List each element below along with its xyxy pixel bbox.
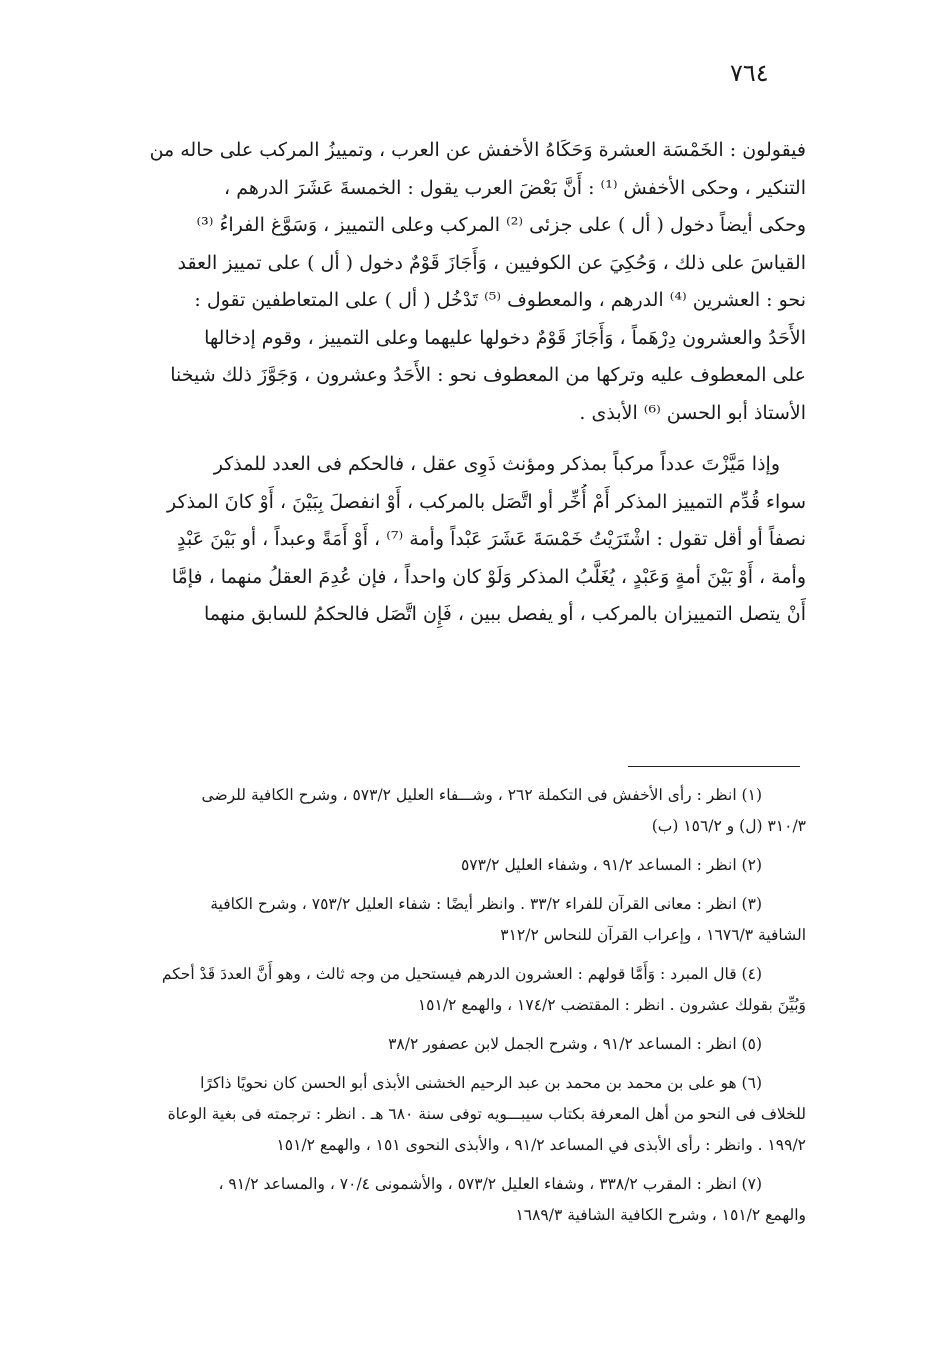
footnote-line: ١٩٩/٢ . وانظر : رأى الأبذى في المساعد ٩١/٢ ، والأبذى النحوى ١٥١ ، والهمع ١٥١/٢ bbox=[276, 1136, 806, 1154]
footnote-line: الشافية ١٦٧٦/٣ ، وإعراب القرآن للنحاس ٣١٢/٢ bbox=[500, 926, 806, 944]
body-line: الأَحَدُ والعشرون دِرْهَماً ، وَأَجَازَ قَوْمٌ دخولها عليهما وعلى التمييز ، وقوم إدخالها bbox=[204, 326, 806, 349]
footnote-5 bbox=[100, 1029, 806, 1060]
body-line: نحو : العشرين ⁽⁴⁾ الدرهم ، والمعطوف ⁽⁵⁾ تَدْخُل ( أل ) على المتعاطفين تقول : bbox=[194, 289, 806, 311]
footnote-line: (٤) قال المبرد : وَأَمَّا قولهم : العشرون الدرهم فيستحيل من وجه ثالث ، وهو أَنَّ العددَ قَدْ أحكم bbox=[161, 965, 762, 983]
body-line: القياسَ على ذلك ، وَحُكِيَ عن الكوفيين ، وَأَجَازَ قَوْمٌ دخول ( أل ) على تمييز العقد bbox=[177, 251, 806, 274]
footnote-line: (٦) هو على بن محمد بن محمد بن عبد الرحيم الخشنى الأبذى أبو الحسن كان نحويًا ذاكرًا bbox=[200, 1074, 762, 1092]
footnote-line: ٣١٠/٣ (ل) و ١٥٦/٢ (ب) bbox=[651, 817, 806, 835]
footnote-3 bbox=[100, 889, 806, 951]
body-line: فيقولون : الخَمْسَة العشرة وَحَكَاهُ الأخفش عن العرب ، وتمييزُ المركب على حاله من bbox=[149, 139, 806, 161]
body-line: سواء قُدِّم التمييز المذكر أَمْ أُخِّر أو اتَّصَل بالمركب ، أَوْ انفصلَ بِبَيْنَ ، أَوْ كانَ المذكر bbox=[167, 490, 806, 513]
footnote-line: (٢) انظر : المساعد ٩١/٢ ، وشفاء العليل ٥٧٣/٢ bbox=[460, 856, 762, 874]
footnote-line: (٣) انظر : معانى القرآن للفراء ٣٣/٢ . وانظر أيضًا : شفاء العليل ٧٥٣/٢ ، وشرح الكافية bbox=[210, 895, 762, 913]
body-line: وحكى أيضاً دخول ( أل ) على جزئى ⁽²⁾ المركب وعلى التمييز ، وَسَوَّغ الفراءُ ⁽³⁾ bbox=[196, 214, 806, 236]
page-number: ٧٦٤ bbox=[730, 59, 769, 87]
body-line: الأستاذ أبو الحسن ⁽⁶⁾ الأبذى . bbox=[579, 401, 806, 424]
footnote-line: (٥) انظر : المساعد ٩١/٢ ، وشرح الجمل لابن عصفور ٣٨/٢ bbox=[388, 1035, 762, 1053]
footnote-line: (١) انظر : رأى الأخفش فى التكملة ٢٦٢ ، وشـــفاء العليل ٥٧٣/٢ ، وشرح الكافية للرضى bbox=[201, 786, 762, 804]
body-line: نصفاً أو أقل تقول : اشْتَرَيْتُ خَمْسَةَ عَشَرَ عَبْداً وأمة ⁽⁷⁾ ، أَوْ أَمَةً وعبداً ، أو بَيْنَ عَبْدٍ bbox=[177, 528, 806, 550]
footnote-4 bbox=[100, 959, 806, 1021]
footnote-1 bbox=[100, 780, 806, 842]
footnote-6 bbox=[100, 1068, 806, 1161]
footnotes bbox=[100, 780, 806, 1231]
footnote-line: (٧) انظر : المقرب ٣٣٨/٢ ، وشفاء العليل ٥٧٣/٢ ، والأشمونى ٧٠/٤ ، والمساعد ٩١/٢ ، bbox=[218, 1175, 762, 1193]
footnote-line: للخلاف فى النحو من أهل المعرفة بكتاب سيبـــويه توفى سنة ٦٨٠ هـ . انظر : ترجمته فى بغية الوعاة bbox=[167, 1105, 806, 1123]
footnote-line: والهمع ١٥١/٢ ، وشرح الكافية الشافية ١٦٨٩/٣ bbox=[515, 1206, 806, 1224]
footnote-2 bbox=[100, 850, 806, 881]
body-line: أَنْ يتصل التمييزان بالمركب ، أو يفصل ببين ، فَإِن اتَّصَل فالحكمُ للسابق منهما bbox=[203, 603, 806, 625]
body-line: وأمة ، أَوْ بَيْنَ أمةٍ وَعَبْدٍ ، يُغَلَّبُ المذكر وَلَوْ كان واحداً ، فإن عُدِمَ العقلُ منهما ، فإمَّا bbox=[171, 565, 806, 588]
body-line: على المعطوف عليه وتركها من المعطوف نحو : الأَحَدُ وعشرون ، وَجَوَّزَ ذلك شيخنا bbox=[170, 364, 806, 386]
main-text bbox=[100, 132, 806, 634]
footnote-7 bbox=[100, 1169, 806, 1231]
body-line: التنكير ، وحكى الأخفش ⁽¹⁾ : أَنَّ بَعْضَ العرب يقول : الخمسةَ عَشَرَ الدرهم ، bbox=[224, 176, 806, 199]
footnote-divider bbox=[628, 766, 800, 767]
body-line: وإذا مَيَّزْتَ عدداً مركباً بمذكر ومؤنث ذَوِى عقل ، فالحكم فى العدد للمذكر bbox=[213, 453, 780, 475]
footnote-line: وَبُيِّنَ بقولك عشرون . انظر : المقتضب ١٧٤/٢ ، والهمع ١٥١/٢ bbox=[417, 996, 806, 1014]
